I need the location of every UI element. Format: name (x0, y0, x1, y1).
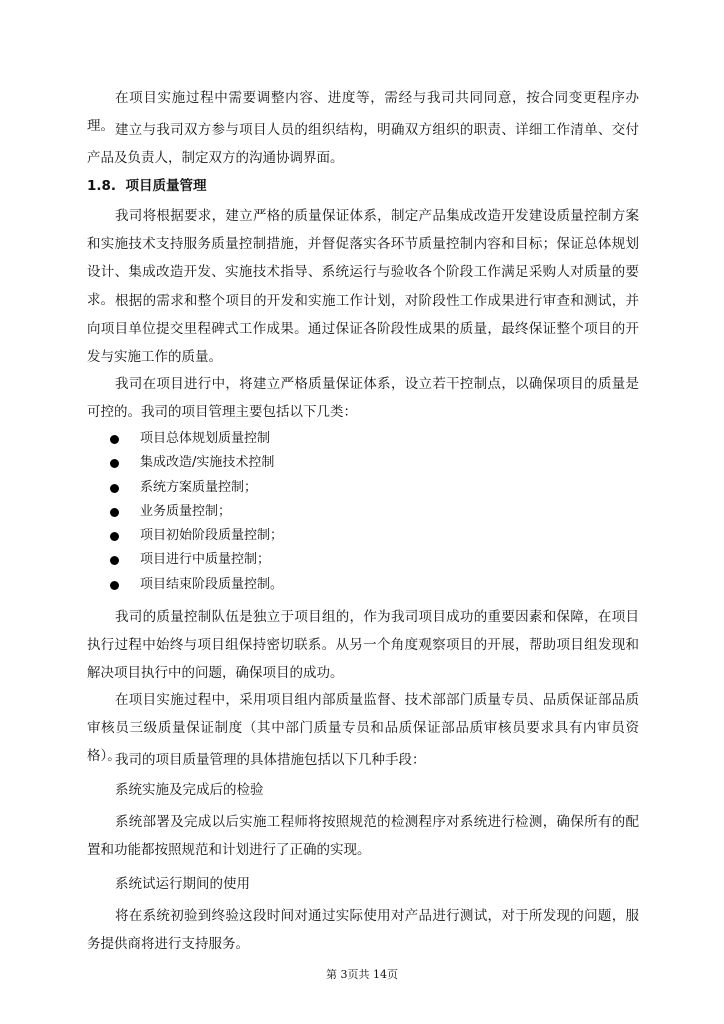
list-item (110, 500, 283, 524)
list-item-text: 系统方案质量控制； (140, 479, 258, 495)
list-item-text: 项目总体规划质量控制 (140, 431, 271, 446)
bullet-dot-icon (110, 508, 119, 517)
bullet-dot-icon (110, 581, 119, 590)
section-number: 1.8. (87, 178, 117, 194)
paragraph-3: 我司将根据要求，建立严格的质量保证体系，制定产品集成改造开发建设质量控制方案和实施技术支持服务质量控制措施，并督促落实各环节质量控制内容和目标；保证总体规划设计、集成改造开发、实施技术指导、系统运行与验收各个阶段工作满足采购人对质量的要求。 (87, 208, 639, 308)
list-item (110, 451, 283, 475)
bullet-dot-icon (110, 484, 119, 493)
bullet-list (110, 427, 283, 597)
paragraph-11: 系统试运行期间的使用 (115, 876, 250, 892)
paragraph-1: 在项目实施过程中需要调整内容、进度等，需经与我司共同同意，按合同变更程序办理。 (87, 90, 639, 134)
list-item-text: 业务质量控制； (140, 503, 232, 519)
paragraph-12: 将在系统初验到终验这段时间对通过实际使用对产品进行测试，对于所发现的问题，服务提供商将进行支持服务。 (87, 908, 639, 952)
list-item (110, 524, 283, 548)
list-item (110, 548, 283, 572)
list-item-text: 项目进行中质量控制； (140, 552, 271, 568)
page-number-footer: 第 3页共 14页 (326, 968, 398, 981)
paragraph-9: 系统实施及完成后的检验 (115, 782, 264, 798)
list-item (110, 476, 283, 500)
paragraph-2: 建立与我司双方参与项目人员的组织结构，明确双方组织的职责、详细工作清单、交付产品及负责人，制定双方的沟通协调界面。 (87, 122, 639, 166)
paragraph-8: 我司的项目质量管理的具体措施包括以下几种手段： (115, 752, 426, 768)
section-heading (87, 176, 206, 196)
bullet-dot-icon (110, 556, 119, 565)
bullet-dot-icon (110, 459, 119, 468)
list-item-text: 集成改造/实施技术控制 (140, 455, 275, 471)
bullet-dot-icon (110, 532, 119, 541)
paragraph-10: 系统部署及完成以后实施工程师将按照规范的检测程序对系统进行检测，确保所有的配置和功能都按照规范和计划进行了正确的实现。 (87, 814, 639, 858)
paragraph-6: 我司的质量控制队伍是独立于项目组的，作为我司项目成功的重要因素和保障，在项目执行过程中始终与项目组保持密切联系。从另一个角度观察项目的开展，帮助项目组发现和解决项目执行中的问题，确保项目的成功。 (87, 609, 639, 681)
list-item (110, 427, 283, 451)
paragraph-5: 我司在项目进行中，将建立严格质量保证体系，设立若干控制点，以确保项目的质量是可控的。我司的项目管理主要包括以下几类： (87, 376, 639, 420)
list-item-text: 项目结束阶段质量控制。 (140, 576, 284, 592)
list-item-text: 项目初始阶段质量控制； (140, 528, 284, 544)
list-item (110, 573, 283, 597)
paragraph-4: 根据的需求和整个项目的开发和实施工作计划，对阶段性工作成果进行审查和测试，并向项目单位提交里程碑式工作成果。通过保证各阶段性成果的质量，最终保证整个项目的开发与实施工作的质量。 (87, 293, 639, 365)
paragraph-7: 在项目实施过程中，采用项目组内部质量监督、技术部部门质量专员、品质保证部品质审核员三级质量保证制度（其中部门质量专员和品质保证部品质审核员要求具有内审员资格）。 (87, 692, 639, 764)
bullet-dot-icon (110, 435, 119, 444)
section-title: 项目质量管理 (125, 178, 207, 194)
